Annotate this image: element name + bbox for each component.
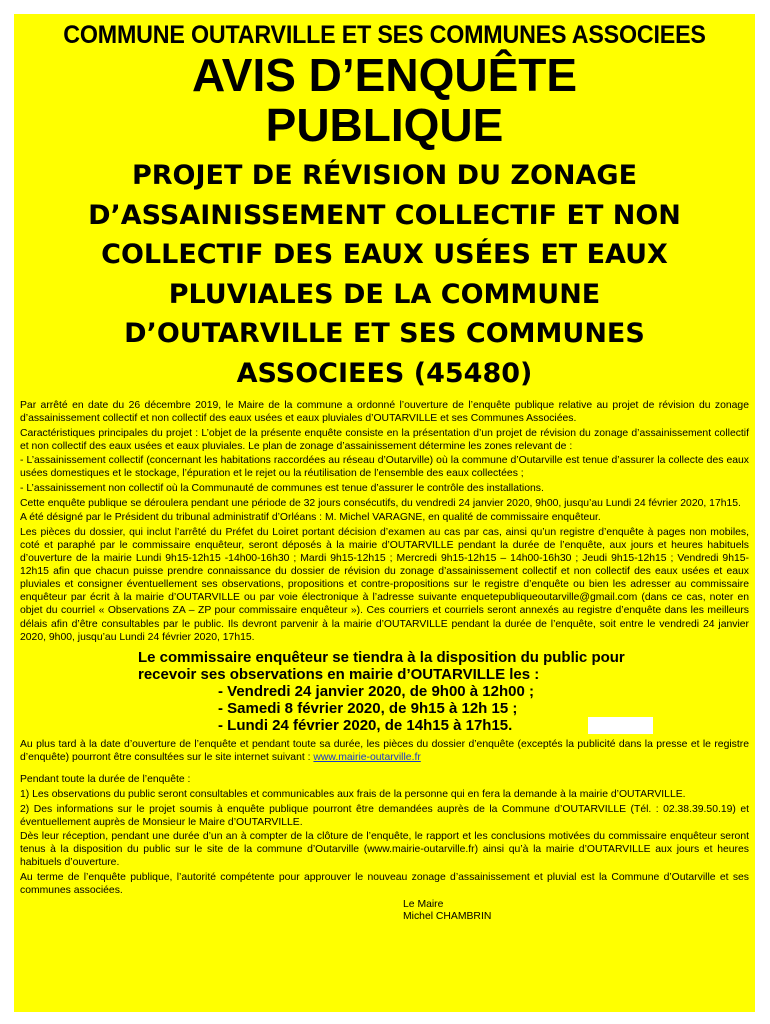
project-title-line: ASSOCIEES (45480) — [236, 357, 533, 389]
paragraph-non-collective: - L’assainissement non collectif où la Communauté de communes est tenue d’assurer le contrôle des installations. — [20, 483, 544, 495]
signature-role: Le Maire — [403, 899, 444, 911]
signature-name: Michel CHAMBRIN — [403, 910, 492, 922]
paragraph-characteristics: Caractéristiques principales du projet : L’objet de la présente enquête consiste en la présentation d’un projet de révision du zonage d’assainissement collectif et non collectif des eaux usées et eaux pluviales. Le plan de zonage d’assainissement détermine les zones relevant de : — [20, 427, 749, 452]
permanences-box — [138, 649, 653, 734]
project-title-line: D’ASSAINISSEMENT COLLECTIF ET NON — [88, 199, 681, 231]
paragraph-dossier: Les pièces du dossier, qui inclut l’arrêté du Préfet du Loiret portant décision d’examen au cas par cas, ainsi qu’un registre d’enquête à pages non mobiles, coté et paraphé par le commissaire enquêteur, seront déposés à la mairie d’OUTARVILLE pendant la durée de l’enquête, aux jours et heures habituels d’ouverture de la mairie Lundi 9h15-12h15 -14h00-16h30 ; Mardi 9h15-12h15 ; Mercredi 9h15-12h15 – 14h00-16h30 ; Jeudi 9h15-12h15 ; Vendredi 9h15-12h15 afin que chacun puisse prendre connaissance du dossier de révision du zonage d’assainissement collectif et non collectif des eaux usées et eaux pluviales et consigner éventuellement ses observations, propositions et contre-propositions sur le registre d’enquête ou bien les adresser au commissaire enquêteur par écrit à la mairie d’OUTARVILLE ou par voie électronique à l’adresse suivante enquetepubliqueoutarville@gmail.com (dans ce cas, noter en objet du courriel « Observations ZA – ZP pour commissaire enquêteur »). Ces courriers et courriels seront annexés au registre d’enquête dans les meilleurs délais afin d’être consultables par le public. Ils devront parvenir à la mairie d’OUTARVILLE pendant la durée de l’enquête, soit entre le vendredi 24 janvier 2020, 9h00, jusqu’au Lundi 24 février 2020, 17h15. — [20, 526, 749, 643]
website-text: Au plus tard à la date d’ouverture de l’enquête et pendant toute sa durée, les pièces du dossier d’enquête (exceptés la publicité dans la presse et le registre d’enquête) pourront être consultées sur le site internet suivant : — [20, 738, 749, 763]
notice-title-line2: PUBLIQUE — [265, 99, 504, 151]
paragraph-report: Dès leur réception, pendant une durée d’un an à compter de la clôture de l’enquête, le rapport et les conclusions motivées du commissaire enquêteur seront tenus à la disposition du public sur le site de la commune d’Outarville (www.mairie-outarville.fr) ainsi qu’à la mairie d’OUTARVILLE aux jours et heures habituels d’ouverture. — [20, 831, 749, 869]
project-title-line: PLUVIALES DE LA COMMUNE — [168, 278, 601, 310]
paragraph-information: 2) Des informations sur le projet soumis à enquête publique pourront être demandées auprès de la Commune d’OUTARVILLE (Tél. : 02.38.39.50.19) et éventuellement auprès de Monsieur le Maire d’OUTARVILLE. — [20, 803, 749, 828]
paragraph-commissioner: A été désigné par le Président du tribunal administratif d’Orléans : M. Michel VARAGNE, en qualité de commissaire enquêteur. — [20, 512, 601, 524]
permanences-intro-line2: recevoir ses observations en mairie d’OUTARVILLE les : — [138, 666, 653, 683]
project-title — [26, 156, 743, 393]
paragraph-collective: - L’assainissement collectif (concernant les habitations raccordées au réseau d’Outarville) où la commune d’Outarville est tenue d’assurer la collecte des eaux usées domestiques et le stockage, l’épuration et le rejet ou la réutilisation de l’ensemble des eaux collectées ; — [20, 455, 749, 480]
notice-poster — [14, 14, 755, 1012]
permanences-intro-line1: Le commissaire enquêteur se tiendra à la disposition du public pour — [138, 649, 653, 666]
signature-block — [403, 899, 749, 922]
permanence-date: - Samedi 8 février 2020, de 9h15 à 12h 15 ; — [138, 700, 653, 717]
paragraph-during-enquiry: Pendant toute la durée de l’enquête : — [20, 774, 191, 786]
notice-body — [14, 399, 755, 922]
paragraph-website — [20, 738, 749, 764]
project-title-line: D’OUTARVILLE ET SES COMMUNES — [124, 318, 645, 349]
permanence-date: - Vendredi 24 janvier 2020, de 9h00 à 12h00 ; — [138, 683, 653, 700]
project-title-line: PROJET DE RÉVISION DU ZONAGE — [131, 160, 638, 191]
paragraph-arrete: Par arrêté en date du 26 décembre 2019, le Maire de la commune a ordonné l’ouverture de l’enquête publique relative au projet de révision du zonage d’assainissement collectif et non collectif des eaux usées et eaux pluviales d’OUTARVILLE et ses Communes Associées. — [20, 400, 749, 425]
paragraph-observations: 1) Les observations du public seront consultables et communicables aux frais de la personne qui en fera la demande à la mairie d’OUTARVILLE. — [20, 788, 686, 800]
project-title-line: COLLECTIF DES EAUX USÉES ET EAUX — [101, 239, 668, 270]
website-link[interactable]: www.mairie-outarville.fr — [313, 751, 421, 763]
commune-heading: COMMUNE OUTARVILLE ET SES COMMUNES ASSOCIEES — [63, 21, 706, 49]
permanence-date: - Lundi 24 février 2020, de 14h15 à 17h15. — [138, 717, 588, 734]
paragraph-authority: Au terme de l’enquête publique, l’autorité compétente pour approuver le nouveau zonage d’assainissement et pluvial est la Commune d’Outarville et ses communes associées. — [20, 872, 749, 897]
notice-title-line1: AVIS D’ENQUÊTE — [191, 49, 578, 101]
paragraph-duration: Cette enquête publique se déroulera pendant une période de 32 jours consécutifs, du vendredi 24 janvier 2020, 9h00, jusqu’au Lundi 24 février 2020, 17h15. — [20, 497, 741, 509]
